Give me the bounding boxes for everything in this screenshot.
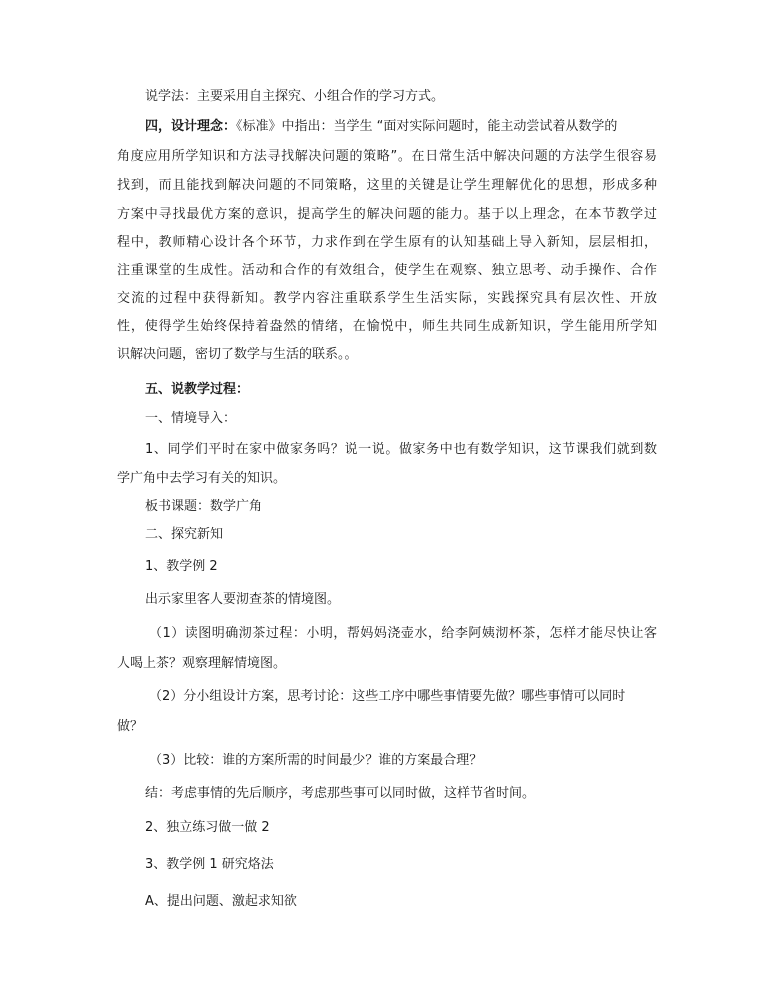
step-2-line1: （2）分小组设计方案，思考讨论：这些工序中哪些事情要先做？哪些事情可以同时 — [149, 689, 626, 704]
conclusion: 结：考虑事情的先后顺序，考虑那些事可以同时做，这样节省时间。 — [145, 786, 536, 801]
design-concept-line: 角度应用所学知识和方法寻找解决问题的策略”。在日常生活中解决问题的方法学生很容易 — [117, 149, 657, 164]
situation-item-1-line2: 学广角中去学习有关的知识。 — [117, 471, 287, 486]
design-concept-line: 找到，而且能找到解决问题的不同策略，这里的关键是让学生理解优化的思想，形成多种 — [117, 178, 657, 193]
teaching-process-heading: 五、说教学过程： — [145, 382, 250, 397]
example-2-show: 出示家里客人要沏查茶的情境图。 — [145, 592, 341, 607]
design-concept-line: 交流的过程中获得新知。教学内容注重联系学生生活实际，实践探究具有层次性、开放 — [117, 291, 657, 306]
design-concept-first-line — [145, 118, 617, 136]
example-1-step-a: A、提出问题、激起求知欲 — [145, 894, 297, 909]
section-explore-new: 二、探究新知 — [145, 527, 224, 542]
step-1-line2: 人喝上茶？观察理解情境图。 — [117, 656, 287, 671]
study-method-paragraph: 说学法：主要采用自主探究、小组合作的学习方式。 — [145, 89, 445, 104]
step-3: （3）比较：谁的方案所需的时间最少？谁的方案最合理？ — [149, 753, 483, 768]
example-2-title: 1、教学例 2 — [145, 559, 218, 574]
step-2-line2: 做？ — [117, 719, 144, 734]
design-concept-line: 程中，教师精心设计各个环节，力求作到在学生原有的认知基础上导入新知，层层相扣， — [117, 235, 657, 250]
practice-item: 2、独立练习做一做 2 — [145, 820, 270, 835]
design-concept-line: 识解决问题，密切了数学与生活的联系。。 — [117, 347, 358, 362]
design-concept-heading: 四，设计理念： — [145, 119, 237, 134]
example-1-title: 3、教学例 1 研究烙法 — [145, 857, 274, 872]
step-1-line1: （1）读图明确沏茶过程：小明，帮妈妈浇壶水，给李阿姨沏杯茶，怎样才能尽快让客 — [149, 626, 657, 641]
design-concept-intro: 《标准》中指出：当学生 “面对实际问题时，能主动尝试着从数学的 — [236, 119, 618, 134]
board-title: 板书课题：数学广角 — [145, 499, 263, 514]
design-concept-line: 性，使得学生始终保持着盎然的情绪，在愉悦中，师生共同生成新知识，学生能用所学知 — [117, 319, 657, 334]
situation-item-1-line1: 1、同学们平时在家中做家务吗？说一说。做家务中也有数学知识，这节课我们就到数 — [145, 442, 657, 457]
design-concept-line: 方案中寻找最优方案的意识，提高学生的解决问题的能力。基于以上理念，在本节教学过 — [117, 207, 657, 222]
section-situation-intro: 一、情境导入： — [145, 411, 237, 426]
design-concept-line: 注重课堂的生成性。活动和合作的有效组合，使学生在观察、独立思考、动手操作、合作 — [117, 263, 657, 278]
